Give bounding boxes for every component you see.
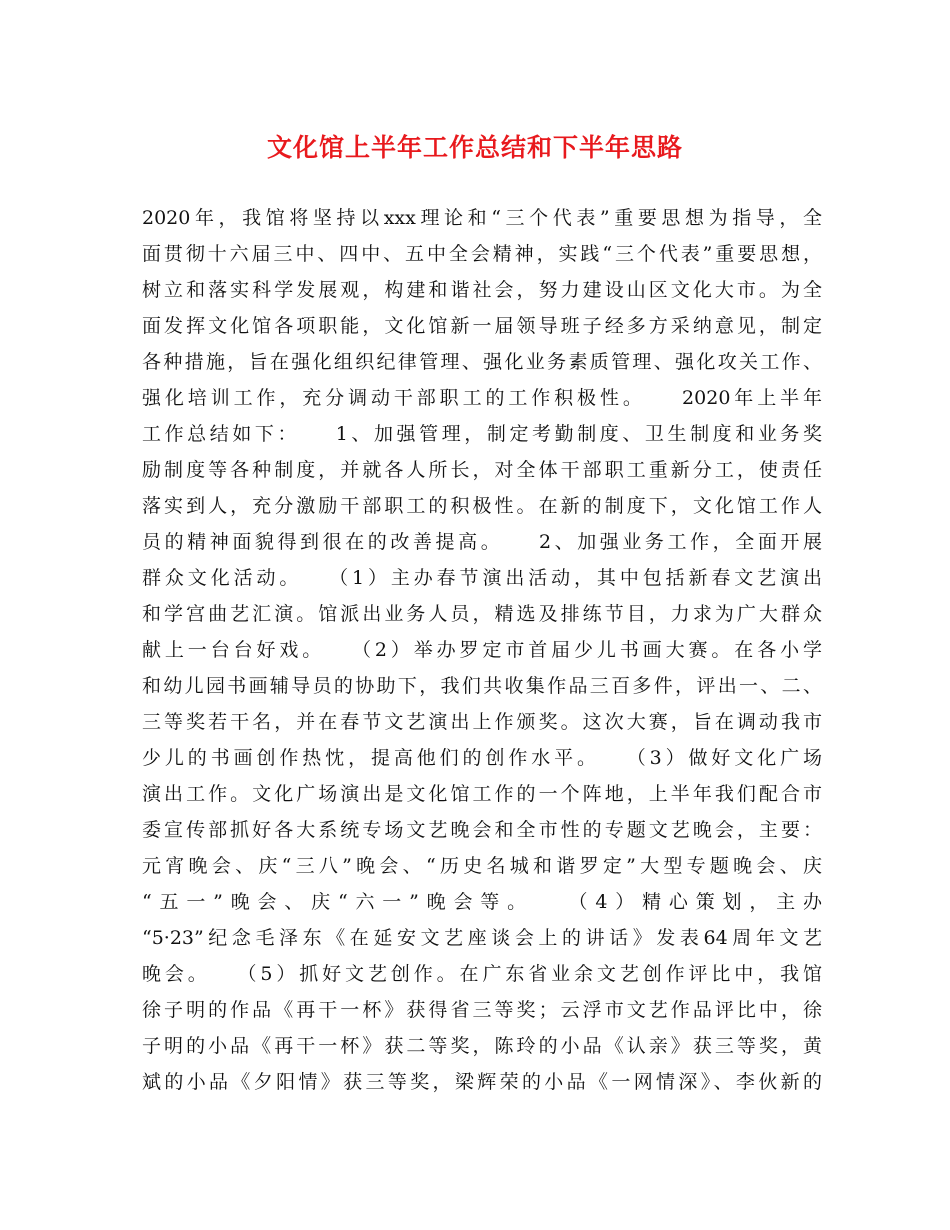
body-line: 面贯彻十六届三中、四中、五中全会精神，实践“三个代表”重要思想， <box>142 243 822 265</box>
body-line: 徐子明的作品《再干一杯》获得省三等奖；云浮市文艺作品评比中，徐 <box>142 999 822 1021</box>
body-line: 落实到人，充分激励干部职工的积极性。在新的制度下，文化馆工作人 <box>142 495 822 517</box>
body-line: 少儿的书画创作热忱，提高他们的创作水平。 （3）做好文化广场 <box>142 747 822 769</box>
body-line: 和学宫曲艺汇演。馆派出业务人员，精选及排练节目，力求为广大群众 <box>142 603 822 625</box>
body-line: 三等奖若干名，并在春节文艺演出上作颁奖。这次大赛，旨在调动我市 <box>142 711 822 733</box>
body-line: 元宵晚会、庆“三八”晚会、“历史名城和谐罗定”大型专题晚会、庆 <box>142 855 822 877</box>
body-line: 面发挥文化馆各项职能，文化馆新一届领导班子经多方采纳意见，制定 <box>142 315 822 337</box>
body-line: 工作总结如下： 1、加强管理，制定考勤制度、卫生制度和业务奖 <box>142 423 822 445</box>
body-line: 献上一台台好戏。 （2）举办罗定市首届少儿书画大赛。在各小学 <box>142 639 822 661</box>
body-line: 各种措施，旨在强化组织纪律管理、强化业务素质管理、强化攻关工作、 <box>142 351 822 373</box>
document-body <box>142 200 822 1100</box>
body-line: 员的精神面貌得到很在的改善提高。 2、加强业务工作，全面开展 <box>142 531 822 553</box>
body-line: 演出工作。文化广场演出是文化馆工作的一个阵地，上半年我们配合市 <box>142 783 822 805</box>
body-line: 委宣传部抓好各大系统专场文艺晚会和全市性的专题文艺晚会，主要： <box>142 819 822 841</box>
document-title: 文化馆上半年工作总结和下半年思路 <box>266 133 683 162</box>
body-line: “5·23”纪念毛泽东《在延安文艺座谈会上的讲话》发表64周年文艺 <box>142 927 822 949</box>
body-line: 晚会。 （5）抓好文艺创作。在广东省业余文艺创作评比中，我馆 <box>142 963 822 985</box>
body-line: 励制度等各种制度，并就各人所长，对全体干部职工重新分工，使责任 <box>142 459 822 481</box>
body-line: 斌的小品《夕阳情》获三等奖，梁辉荣的小品《一网情深》、李伙新的 <box>142 1071 822 1093</box>
body-line: 和幼儿园书画辅导员的协助下，我们共收集作品三百多件，评出一、二、 <box>142 675 822 697</box>
body-line: 树立和落实科学发展观，构建和谐社会，努力建设山区文化大市。为全 <box>142 279 822 301</box>
body-line: 子明的小品《再干一杯》获二等奖，陈玲的小品《认亲》获三等奖，黄 <box>142 1035 822 1057</box>
body-line: 2020年，我馆将坚持以xxx理论和“三个代表”重要思想为指导，全 <box>142 207 822 229</box>
body-line: “五一”晚会、庆“六一”晚会等。 （4）精心策划，主办 <box>142 891 822 913</box>
body-line: 强化培训工作，充分调动干部职工的工作积极性。 2020年上半年 <box>142 387 822 409</box>
body-line: 群众文化活动。 （1）主办春节演出活动，其中包括新春文艺演出 <box>142 567 822 589</box>
